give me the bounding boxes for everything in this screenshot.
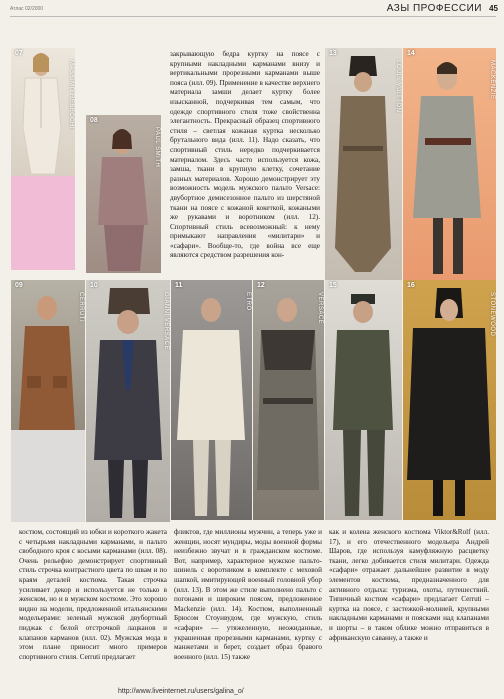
model-figure [325,48,402,280]
photo-16 [403,280,496,520]
photo-number: 08 [90,117,98,124]
article-text-col3: как и колена женского костюма Viktor&Rolf (илл. 17), и его отечественного модельера Андрей Шаров, где используя камуфляжную расцветку ткани, легко добивается стиля милитари. Одежда «сафари» отражает дальнейшее развитие в моду элементов костюма, предназначенного для активного отдыха: туризма, охоты, путешествий. Типичный костюм «сафари» предлагает Cerruti – куртка на поясе, с застежкой-молнией, крупными накладными карманами и поясками над клапанами и шорты – в таком облике можно отправиться в африканскую саванну, а также и [329,528,489,642]
photo-number: 16 [407,282,415,289]
photo-number: 09 [15,282,23,289]
model-figure [11,280,85,430]
photo-07 [11,48,75,176]
photo-brand: VERSACE [317,292,323,325]
photo-number: 07 [15,50,23,57]
model-figure [86,115,161,273]
article-text-top: закрывающую бедра куртку на поясе с крупными накладными карманами внизу и вертикальными прорезными карманами выше пояса (илл. 09). Применение в качестве верхнего материала замши делает куртку более изысканной, подчеркивая тем самым, что одежде спортивного стиля тоже свойственна элегантность. Прекрасный образец спортивного стиля – светлая кожаная куртка несколько брутального вида (илл. 11). Надо сказать, что спортивный стиль нередко подчеркивается материалом. Здесь часто используется кожа, замша, ткани в крупную клетку, сочетание разных материалов. Хорошо демонстрирует эту возможность модель мужского пальто Versace: двубортное демисезонное пальто из шерстяной ткани на поясе с кожаной кокеткой, кожаными же рукавами и воротником (илл. 12). Спортивный стиль всевозможный: к нему примыкают направления «милитари» и «сафари». Вообще-то, где война все еще являются средством разрешения кон- [170,50,320,260]
model-figure [325,280,402,520]
photo-number: 13 [329,50,337,57]
photo-brand: ETRO [245,292,251,311]
article-text-col2: фликтов, где миллионы мужчин, а теперь уже и женщин, носят мундиры, моды военной формы неизбежно звучат и в гражданском костюме. Вот, например, характерное мужское пальто-шинель с воротником в комплекте с меховой шапкой, имитирующей военный головной убор (илл. 13). В этом же стиле выполнено пальто с погонами и широким поясом, предложенное Мackenzie (илл. 14). Костюм, выполненный Брюсом Стоунвудом, где мужскую, стиль «сафари» — утяжеленную, неожиданные, украшенная прорезными карманами, куртку с манжетами и берет, создает образ бравого военного (илл. 15) также [174,528,322,661]
model-figure [86,280,170,522]
photo-09 [11,280,85,430]
photo-number: 12 [257,282,265,289]
photo-11 [171,280,252,520]
section-title: АЗЫ ПРОФЕССИИ [386,3,482,14]
article-text-col1: костюм, состоящий из юбки и короткого жакета с четырьмя накладными карманами, и пальто свободного кроя с косыми карманами (илл. 08). Очень рельефно демонстрирует спортивный стиль строчка контрастного цвета по швам и по краям деталей костюма. Такая строчка усиливает декор и используется не только в женском, но и в мужском костюме. Это хорошо видно на модели, предложенной итальянскими модельерами: зеленый мужской двубортный пиджак с белой отстрочкой лацканов и клапанов карманов (илл. 02). Мужская мода в этом плане приносит много примеров спортивного стиля. Cerruti предлагает [19,528,167,661]
model-figure [11,48,75,176]
photo-number: 11 [175,282,183,289]
photo-12 [253,280,324,520]
color-swatch-gray [11,430,85,522]
model-figure [171,280,252,520]
photo-brand: MASSIMO REBECCHI [68,60,74,130]
color-swatch-pink [11,176,75,270]
photo-number: 10 [90,282,98,289]
model-figure [253,280,324,520]
photo-number: 14 [407,50,415,57]
model-figure [403,48,496,280]
model-figure [403,280,496,520]
watermark-url: http://www.liveinternet.ru/users/galina_o/ [118,688,244,695]
photo-14 [403,48,496,280]
photo-brand: LOUIS VUITTON [395,60,401,113]
photo-brand: GIANNI VERSACE [163,292,169,351]
photo-brand: STONEWOOD [489,292,495,337]
photo-number: 15 [329,282,337,289]
photo-13 [325,48,402,280]
photo-brand: MACKENZIE [489,60,495,100]
photo-10 [86,280,170,522]
header-rule [10,16,496,17]
photo-brand: CERRUTI [78,292,84,323]
photo-15 [325,280,402,520]
photo-brand: PAUL SMITH [154,127,160,168]
photo-08 [86,115,161,273]
page-number: 45 [489,4,498,13]
issue-label: Атлас 02/2000 [10,6,44,12]
